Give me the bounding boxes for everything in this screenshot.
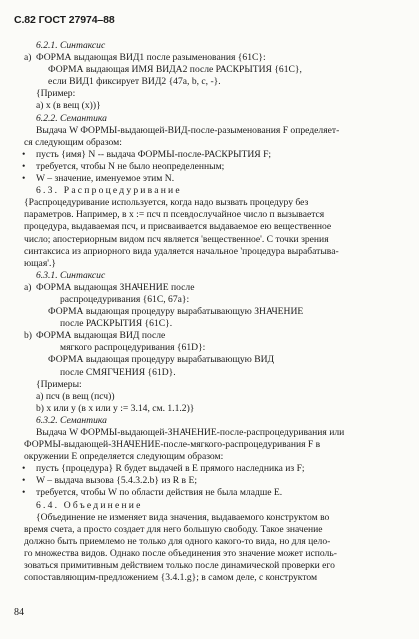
line-text: требуется, чтобы W по области действия не была младше E. — [36, 487, 283, 499]
text-line — [24, 40, 402, 52]
line-text: 6.3.2. Семантика — [36, 414, 107, 426]
line-text: должно быть приемлемо не только для одного какого-то вида, но для цело- — [24, 535, 331, 547]
line-text: b) x или y (в x или y := 3.14, см. 1.1.2)} — [36, 402, 195, 414]
text-line — [24, 524, 402, 536]
text-line — [24, 76, 402, 88]
line-text: ФОРМА выдающая ВИД после — [36, 330, 166, 342]
line-text: ФОРМА выдающая ИМЯ ВИДА2 после РАСКРЫТИЯ {61C}, — [48, 64, 302, 76]
running-header: С.82 ГОСТ 27974–88 — [14, 14, 115, 26]
line-text: W – значение, именуемое этим N. — [36, 173, 175, 185]
line-text: если ВИД1 фиксирует ВИД2 {47a, b, c, -}. — [48, 76, 221, 88]
line-text: {Объединение не изменяет вида значения, выдаваемого конструктом во — [36, 511, 330, 523]
text-line — [24, 234, 402, 246]
text-line — [24, 439, 402, 451]
line-text: пусть {имя} N -- выдача ФОРМЫ-после-РАСКРЫТИЯ F; — [36, 148, 272, 160]
line-text: ФОРМЫ-выдающей-ЗНАЧЕНИЕ-после-мягкого-распроцедуривания F в — [24, 439, 321, 451]
text-line — [24, 451, 402, 463]
text-line — [24, 161, 402, 173]
text-line — [24, 306, 402, 318]
line-text: ФОРМА выдающая процедуру вырабатывающую ВИД — [48, 354, 275, 366]
line-text: го множества видов. Однако после объединения это значение может исполь- — [24, 547, 337, 559]
text-line — [24, 258, 402, 270]
item-marker: a) — [24, 52, 32, 64]
text-line — [24, 536, 402, 548]
line-text: 6.2.1. Синтаксис — [36, 40, 106, 51]
line-text: после СМЯГЧЕНИЯ {61D}. — [60, 366, 176, 378]
line-text: сопоставляющим-предложением {3.4.1.g}; в самом деле, с конструктом — [24, 572, 318, 584]
text-line — [24, 391, 402, 403]
text-line — [24, 185, 402, 197]
line-text: после РАСКРЫТИЯ {61C}. — [60, 318, 173, 330]
bullet-marker: • — [22, 463, 26, 475]
text-line — [24, 318, 402, 330]
text-line — [24, 113, 402, 125]
text-line — [24, 560, 402, 572]
text-line — [24, 246, 402, 258]
text-line — [24, 197, 402, 209]
page-number: 84 — [14, 607, 24, 618]
text-line — [24, 354, 402, 366]
text-line — [24, 403, 402, 415]
line-text: {Пример: — [36, 88, 76, 100]
line-text: Выдача W ФОРМЫ-выдающей-ЗНАЧЕНИЕ-после-распроцедуривания или — [36, 427, 345, 438]
text-line — [24, 512, 402, 524]
line-text: синтаксиса из априорного вида удаляется начальное 'процедура вырабатыва- — [24, 245, 339, 257]
bullet-marker: • — [22, 487, 26, 499]
text-line — [24, 463, 402, 475]
text-line — [24, 475, 402, 487]
line-text: распроцедуривания {61C, 67a}: — [60, 293, 190, 305]
line-text: ФОРМА выдающая процедуру вырабатывающую ЗНАЧЕНИЕ — [48, 306, 304, 318]
text-line — [24, 221, 402, 233]
line-text: мягкого распроцедуривания {61D}: — [60, 342, 206, 354]
item-marker: a) — [24, 281, 32, 293]
line-text: ФОРМА выдающая ВИД1 после разыменования {61C}: — [36, 52, 266, 64]
bullet-marker: • — [22, 173, 26, 185]
bullet-marker: • — [22, 148, 26, 160]
text-line — [24, 64, 402, 76]
line-text: ФОРМА выдающая ЗНАЧЕНИЕ после — [36, 281, 195, 293]
line-text: 6.4. Объединение — [36, 499, 143, 511]
line-text: W – выдача вызова {5.4.3.2.b} из R в E; — [36, 475, 198, 487]
line-text: параметров. Например, в x := псч п псевдослучайное число п вызывается — [24, 209, 325, 221]
text-line — [24, 282, 402, 294]
line-text: зоваться примитивным действием только после динамической проверки его — [24, 560, 335, 572]
text-line — [24, 137, 402, 149]
line-text: пусть {процедура} R будет выдачей в E прямого наследника из F; — [36, 463, 305, 475]
line-text: процедура, выдаваемая псч, и присваивается выдаваемое ею вещественное — [24, 221, 332, 233]
text-line — [24, 294, 402, 306]
text-line — [24, 427, 402, 439]
line-text: Выдача W ФОРМЫ-выдающей-ВИД-после-разыменования F определяет- — [36, 124, 340, 136]
text-line — [24, 88, 402, 100]
item-marker: b) — [24, 330, 32, 342]
text-line — [24, 379, 402, 391]
text-line — [24, 173, 402, 185]
text-line — [24, 330, 402, 342]
line-text: a) x (в вещ (x))} — [36, 100, 101, 112]
text-line — [24, 149, 402, 161]
line-text: 6.2.2. Семантика — [36, 112, 107, 124]
body-text — [24, 40, 402, 584]
text-line — [24, 125, 402, 137]
line-text: ся следующим образом: — [24, 136, 122, 148]
text-line — [24, 548, 402, 560]
text-line — [24, 572, 402, 584]
line-text: {Распроцедуривание используется, когда надо вызвать процедуру без — [24, 197, 309, 209]
line-text: окружении E определяется следующим образом: — [24, 451, 224, 463]
text-line — [24, 415, 402, 427]
text-line — [24, 270, 402, 282]
line-text: время счета, а просто создает для него большую свободу. Такое значение — [24, 523, 323, 535]
line-text: требуется, чтобы N не было неопределенным; — [36, 160, 225, 172]
line-text: {Примеры: — [36, 378, 82, 390]
text-line — [24, 500, 402, 512]
bullet-marker: • — [22, 475, 26, 487]
text-line — [24, 487, 402, 499]
line-text: a) псч (в вещ (псч)) — [36, 390, 115, 402]
line-text: 6.3. Распроцедуривание — [36, 185, 182, 197]
bullet-marker: • — [22, 160, 26, 172]
text-line — [24, 100, 402, 112]
text-line — [24, 52, 402, 64]
text-line — [24, 209, 402, 221]
line-text: 6.3.1. Синтаксис — [36, 269, 106, 281]
line-text: ющая'.} — [24, 257, 56, 269]
text-line — [24, 342, 402, 354]
line-text: число; апостериорным видом псч является 'вещественное'. С точки зрения — [24, 233, 329, 245]
text-line — [24, 367, 402, 379]
